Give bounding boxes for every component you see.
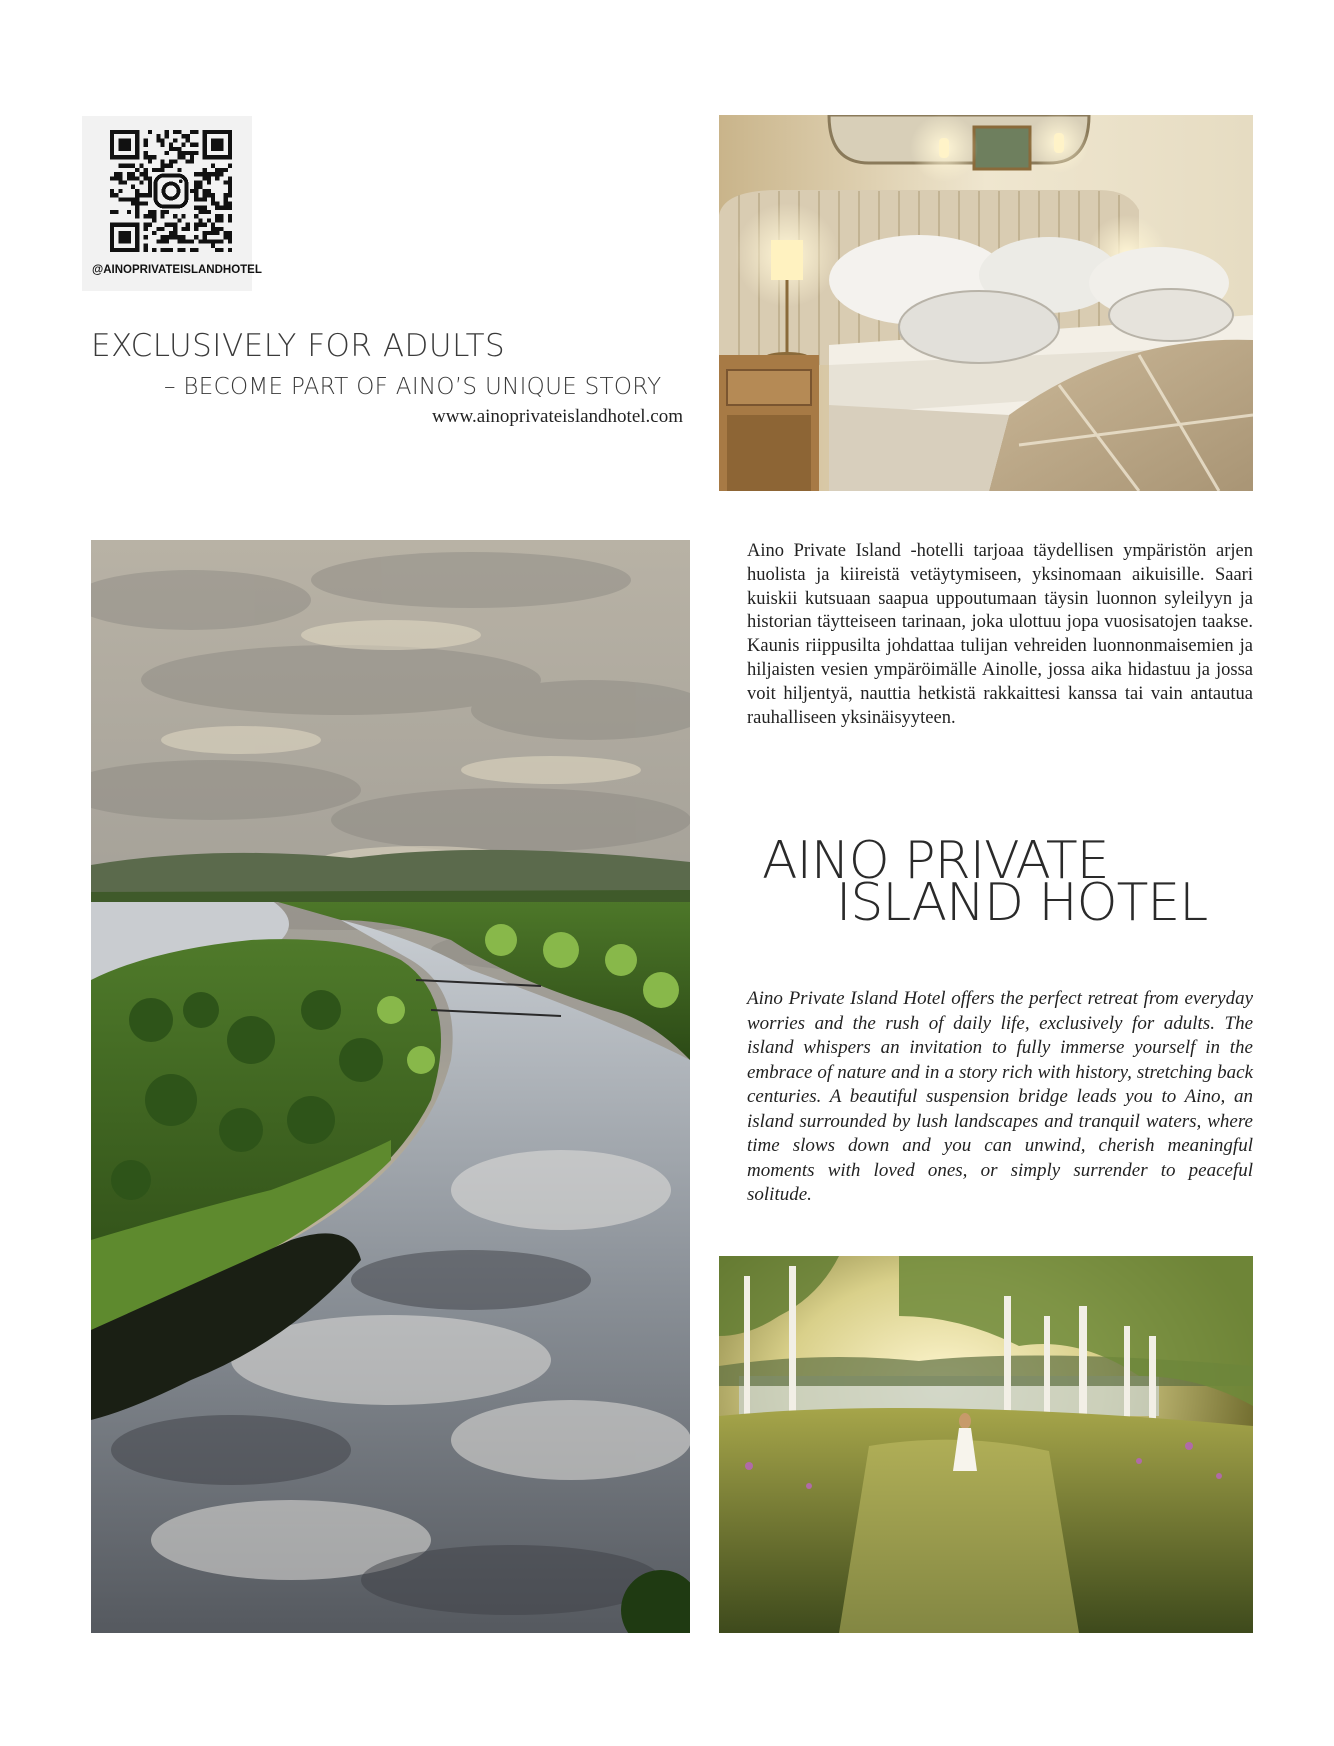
instagram-handle: @AINOPRIVATEISLANDHOTEL <box>92 264 262 276</box>
qr-code-block <box>82 116 262 291</box>
meadow-photo <box>719 1256 1253 1633</box>
headline-title: EXCLUSIVELY FOR ADULTS <box>91 328 506 364</box>
qr-code[interactable] <box>110 130 232 252</box>
hotel-title-line1: AINO PRIVATE <box>762 831 1109 891</box>
bedroom-photo <box>719 115 1253 491</box>
english-description: Aino Private Island Hotel offers the perfect retreat from everyday worries and the rush of daily life, exclusively for adults. The island whispers an invitation to fully immerse yourself in the embrace of nature and in a story rich with history, stretching back centuries. A beautiful suspension bridge leads you to Aino, an island surrounded by lush landscapes and tranquil waters, where time slows down and you can unwind, cherish meaningful moments with loved ones, or simply surrender to peaceful solitude. <box>747 988 1253 1205</box>
instagram-icon <box>152 172 190 210</box>
hotel-title-line2: ISLAND HOTEL <box>836 873 1208 933</box>
river-aerial-photo <box>91 540 690 1633</box>
headline-subtitle: – BECOME PART OF AINO’S UNIQUE STORY <box>164 374 662 400</box>
finnish-description: Aino Private Island -hotelli tarjoaa täydellisen ympäristön arjen huolista ja kiireistä vetäytymiseen, yksinomaan aikuisille. Saari kuiskii kutsuaan saapua uppoutumaan täysin luonnon syleilyyn ja historian täytteiseen tarinaan, joka ulottuu jopa vuosisatojen taakse. Kaunis riippusilta johdattaa tulijan vehreiden luonnonmaisemien ja hiljaisten vesien ympäröimälle Ainolle, jossa aika hidastuu ja jossa voit hiljentyä, nauttia hetkistä rakkaittesi kanssa tai vain antautua rauhalliseen yksinäisyyteen. <box>747 541 1253 728</box>
website-link[interactable]: www.ainoprivateislandhotel.com <box>432 406 683 427</box>
